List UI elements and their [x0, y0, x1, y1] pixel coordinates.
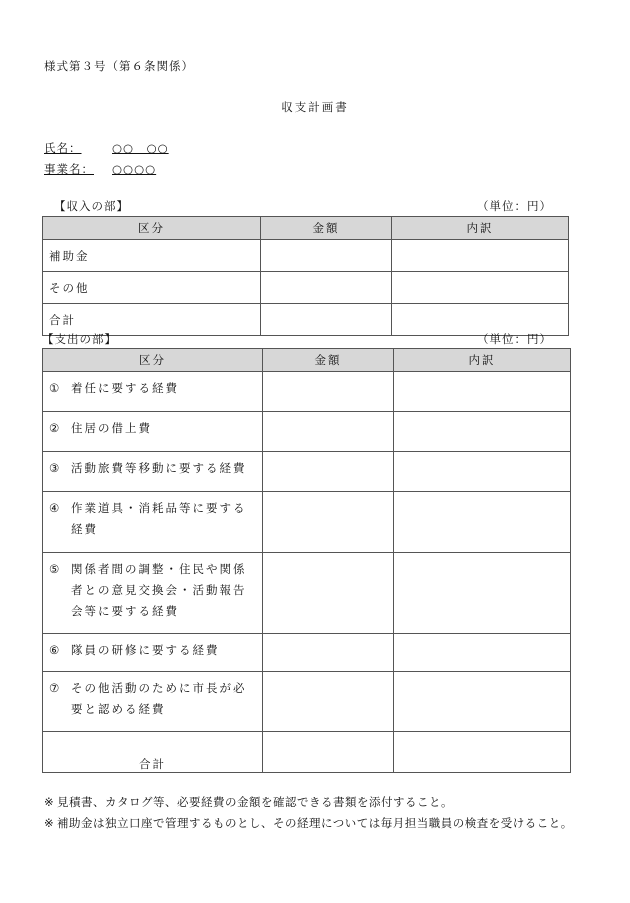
item-label: 隊員の研修に要する経費 — [71, 643, 220, 657]
table-row — [43, 452, 571, 492]
applicant-name-row — [44, 140, 169, 156]
expense-category — [43, 372, 263, 412]
expense-unit: （単位：円） — [477, 332, 552, 346]
income-amount-cell[interactable] — [261, 272, 392, 304]
expense-amount-cell[interactable] — [263, 634, 394, 672]
note-text: 見積書、カタログ等、必要経費の金額を確認できる書類を添付すること。 — [57, 795, 453, 809]
income-col-category: 区分 — [43, 217, 261, 240]
expense-detail-cell[interactable] — [394, 492, 571, 553]
income-amount-cell[interactable] — [261, 304, 392, 336]
table-row — [43, 553, 571, 634]
expense-category — [43, 672, 263, 732]
table-row — [43, 732, 571, 773]
expense-table — [42, 348, 571, 773]
item-number: ④ — [49, 501, 62, 515]
income-category-other: その他 — [43, 272, 261, 304]
business-name-row — [44, 161, 156, 177]
expense-amount-cell[interactable] — [263, 553, 394, 634]
note-mark: ※ — [44, 816, 55, 830]
name-label: 氏名： — [44, 141, 82, 155]
item-label: 作業道具・消耗品等に要する経費 — [71, 501, 247, 536]
table-row — [43, 372, 571, 412]
notes — [44, 792, 584, 834]
income-detail-cell[interactable] — [392, 240, 569, 272]
expense-header-row — [43, 349, 571, 372]
document-title: 収支計画書 — [281, 100, 349, 114]
expense-total-label: 合計 — [43, 732, 263, 773]
table-row — [43, 492, 571, 553]
expense-detail-cell[interactable] — [394, 553, 571, 634]
expense-col-amount: 金額 — [263, 349, 394, 372]
expense-amount-cell[interactable] — [263, 452, 394, 492]
item-label: その他活動のために市長が必要と認める経費 — [71, 681, 247, 716]
table-row — [43, 412, 571, 452]
expense-detail-cell[interactable] — [394, 412, 571, 452]
income-category-subsidy: 補助金 — [43, 240, 261, 272]
income-category-total: 合計 — [43, 304, 261, 336]
expense-category — [43, 553, 263, 634]
expense-col-category: 区分 — [43, 349, 263, 372]
table-row — [43, 272, 569, 304]
income-table — [42, 216, 569, 336]
item-number: ③ — [49, 461, 62, 475]
item-label: 活動旅費等移動に要する経費 — [71, 461, 247, 475]
item-number: ⑤ — [49, 562, 62, 576]
expense-detail-cell[interactable] — [394, 452, 571, 492]
expense-detail-cell[interactable] — [394, 672, 571, 732]
expense-category — [43, 492, 263, 553]
business-label: 事業名： — [44, 162, 94, 176]
table-row — [43, 634, 571, 672]
expense-total-amount-cell[interactable] — [263, 732, 394, 773]
name-value: ○○ ○○ — [112, 141, 169, 155]
expense-section-title: 【支出の部】 — [42, 332, 117, 346]
expense-category — [43, 634, 263, 672]
note-item — [44, 792, 584, 813]
expense-detail-cell[interactable] — [394, 634, 571, 672]
form-number: 様式第３号（第６条関係） — [44, 59, 194, 73]
note-text: 補助金は独立口座で管理するものとし、その経理については毎月担当職員の検査を受けること。 — [57, 816, 573, 830]
expense-col-detail: 内訳 — [394, 349, 571, 372]
item-label: 関係者間の調整・住民や関係者との意見交換会・活動報告会等に要する経費 — [71, 562, 247, 618]
expense-amount-cell[interactable] — [263, 412, 394, 452]
income-section-title: 【収入の部】 — [54, 199, 129, 213]
income-unit: （単位：円） — [477, 199, 552, 213]
income-col-detail: 内訳 — [392, 217, 569, 240]
expense-detail-cell[interactable] — [394, 372, 571, 412]
expense-category — [43, 412, 263, 452]
expense-amount-cell[interactable] — [263, 492, 394, 553]
expense-amount-cell[interactable] — [263, 372, 394, 412]
note-mark: ※ — [44, 795, 55, 809]
item-number: ① — [49, 381, 62, 395]
income-detail-cell[interactable] — [392, 272, 569, 304]
income-amount-cell[interactable] — [261, 240, 392, 272]
expense-amount-cell[interactable] — [263, 672, 394, 732]
item-number: ⑦ — [49, 681, 62, 695]
table-row — [43, 240, 569, 272]
note-item — [44, 813, 584, 834]
expense-category — [43, 452, 263, 492]
expense-total-detail-cell[interactable] — [394, 732, 571, 773]
item-number: ⑥ — [49, 643, 62, 657]
item-label: 着任に要する経費 — [71, 381, 179, 395]
income-col-amount: 金額 — [261, 217, 392, 240]
business-value: ○○○○ — [112, 162, 157, 176]
table-row — [43, 672, 571, 732]
item-number: ② — [49, 421, 62, 435]
item-label: 住居の借上費 — [71, 421, 152, 435]
income-header-row — [43, 217, 569, 240]
